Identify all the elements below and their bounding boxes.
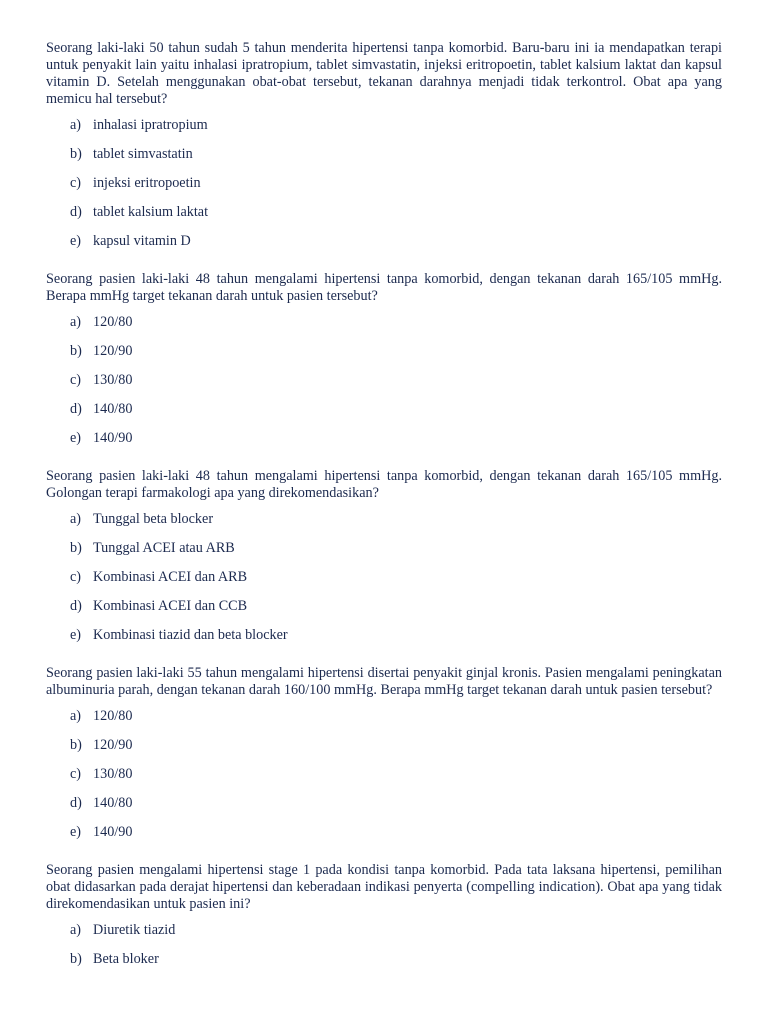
question-block-3 <box>46 468 722 656</box>
option-item <box>46 795 722 824</box>
option-item <box>46 314 722 343</box>
question-block-5 <box>46 862 722 980</box>
option-item <box>46 146 722 175</box>
option-text: 120/90 <box>93 737 133 753</box>
option-letter: e) <box>70 233 82 249</box>
option-letter: a) <box>70 922 82 938</box>
option-item <box>46 372 722 401</box>
option-text: 140/80 <box>93 795 133 811</box>
option-text: Beta bloker <box>93 951 159 967</box>
option-item <box>46 511 722 540</box>
question-text: Seorang pasien laki-laki 55 tahun mengalami hipertensi disertai penyakit ginjal kronis. Pasien mengalami peningkatan albuminuria parah, dengan tekanan darah 160/100 mmHg. Berapa mmHg target tekanan darah untuk pasien tersebut? <box>46 665 722 698</box>
option-letter: c) <box>70 569 82 585</box>
option-text: Kombinasi ACEI dan CCB <box>93 598 248 614</box>
option-letter: b) <box>70 343 82 359</box>
option-text: 120/80 <box>93 314 133 330</box>
option-item <box>46 569 722 598</box>
question-block-2 <box>46 271 722 459</box>
option-text: kapsul vitamin D <box>93 233 191 249</box>
option-list <box>46 314 722 459</box>
option-list <box>46 708 722 853</box>
option-text: Kombinasi ACEI dan ARB <box>93 569 248 585</box>
option-letter: d) <box>70 598 82 614</box>
option-item <box>46 175 722 204</box>
option-text: 140/90 <box>93 430 133 446</box>
option-text: inhalasi ipratropium <box>93 117 208 133</box>
question-block-4 <box>46 665 722 853</box>
option-item <box>46 766 722 795</box>
option-letter: b) <box>70 540 82 556</box>
option-letter: e) <box>70 824 82 840</box>
option-letter: b) <box>70 951 82 967</box>
option-list <box>46 511 722 656</box>
option-item <box>46 737 722 766</box>
option-text: Tunggal beta blocker <box>93 511 214 527</box>
option-item <box>46 708 722 737</box>
option-text: Kombinasi tiazid dan beta blocker <box>93 627 288 643</box>
option-item <box>46 343 722 372</box>
option-letter: d) <box>70 204 82 220</box>
option-letter: d) <box>70 401 82 417</box>
option-letter: e) <box>70 430 82 446</box>
option-text: injeksi eritropoetin <box>93 175 201 191</box>
option-text: tablet simvastatin <box>93 146 193 162</box>
option-letter: c) <box>70 175 82 191</box>
option-letter: c) <box>70 372 82 388</box>
option-text: tablet kalsium laktat <box>93 204 209 220</box>
option-text: Tunggal ACEI atau ARB <box>93 540 235 556</box>
option-item <box>46 627 722 656</box>
option-letter: a) <box>70 117 82 133</box>
question-text: Seorang pasien laki-laki 48 tahun mengalami hipertensi tanpa komorbid, dengan tekanan darah 165/105 mmHg. Golongan terapi farmakologi apa yang direkomendasikan? <box>46 468 722 501</box>
option-text: 120/80 <box>93 708 133 724</box>
option-item <box>46 540 722 569</box>
option-item <box>46 824 722 853</box>
option-letter: d) <box>70 795 82 811</box>
option-item <box>46 233 722 262</box>
option-letter: e) <box>70 627 82 643</box>
option-text: 120/90 <box>93 343 133 359</box>
option-item <box>46 951 722 980</box>
question-text: Seorang laki-laki 50 tahun sudah 5 tahun menderita hipertensi tanpa komorbid. Baru-baru ini ia mendapatkan terapi untuk penyakit lain yaitu inhalasi ipratropium, tablet simvastatin, injeksi eritropoetin, tablet kalsium laktat dan kapsul vitamin D. Setelah menggunakan obat-obat tersebut, tekanan darahnya menjadi tidak terkontrol. Obat apa yang memicu hal tersebut? <box>46 40 722 107</box>
option-letter: c) <box>70 766 82 782</box>
option-item <box>46 204 722 233</box>
question-text: Seorang pasien mengalami hipertensi stage 1 pada kondisi tanpa komorbid. Pada tata laksana hipertensi, pemilihan obat didasarkan pada derajat hipertensi dan keberadaan indikasi penyerta (compelling indication). Obat apa yang tidak direkomendasikan untuk pasien ini? <box>46 862 722 912</box>
option-text: 140/90 <box>93 824 133 840</box>
option-item <box>46 117 722 146</box>
question-text: Seorang pasien laki-laki 48 tahun mengalami hipertensi tanpa komorbid, dengan tekanan darah 165/105 mmHg. Berapa mmHg target tekanan darah untuk pasien tersebut? <box>46 271 722 304</box>
option-item <box>46 401 722 430</box>
option-letter: a) <box>70 511 82 527</box>
option-text: 130/80 <box>93 766 133 782</box>
option-text: 130/80 <box>93 372 133 388</box>
option-letter: b) <box>70 146 82 162</box>
document-page <box>46 40 722 989</box>
option-item <box>46 598 722 627</box>
option-letter: a) <box>70 314 82 330</box>
option-list <box>46 922 722 980</box>
option-item <box>46 922 722 951</box>
option-text: Diuretik tiazid <box>93 922 176 938</box>
question-block-1 <box>46 40 722 262</box>
option-letter: b) <box>70 737 82 753</box>
option-letter: a) <box>70 708 82 724</box>
option-list <box>46 117 722 262</box>
option-item <box>46 430 722 459</box>
option-text: 140/80 <box>93 401 133 417</box>
